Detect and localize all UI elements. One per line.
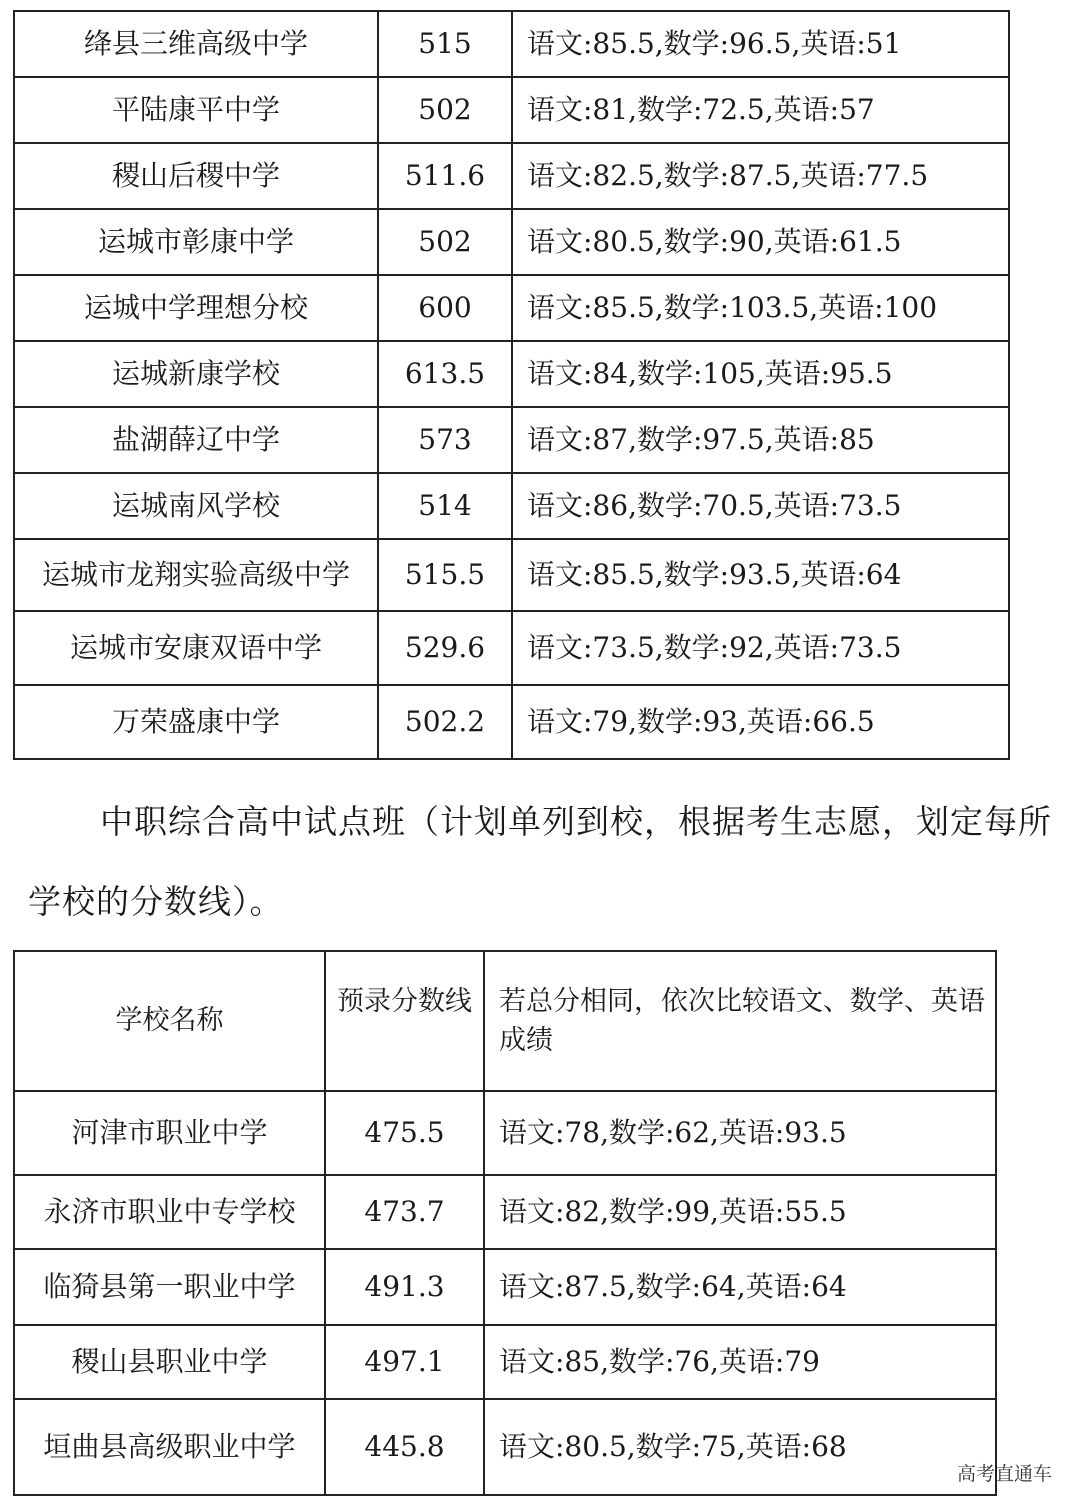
school-name: 临猗县第一职业中学 xyxy=(14,1249,325,1325)
table-row xyxy=(14,1249,996,1325)
tiebreak-scores: 语文:81,数学:72.5,英语:57 xyxy=(512,77,1009,143)
watermark-label: 高考直通车 xyxy=(956,1463,1052,1485)
school-name: 平陆康平中学 xyxy=(14,77,378,143)
cutoff-score: 514 xyxy=(378,473,512,539)
school-name: 垣曲县高级职业中学 xyxy=(14,1399,325,1495)
table-row xyxy=(14,77,1009,143)
table-row xyxy=(14,1175,996,1249)
table-row xyxy=(14,407,1009,473)
cutoff-score: 511.6 xyxy=(378,143,512,209)
cutoff-score: 515 xyxy=(378,11,512,77)
cutoff-score: 502 xyxy=(378,209,512,275)
tiebreak-scores: 语文:79,数学:93,英语:66.5 xyxy=(512,685,1009,759)
cutoff-score: 475.5 xyxy=(325,1091,484,1175)
table-row xyxy=(14,1325,996,1399)
tiebreak-scores: 语文:85,数学:76,英语:79 xyxy=(484,1325,996,1399)
tiebreak-scores: 语文:82.5,数学:87.5,英语:77.5 xyxy=(512,143,1009,209)
cutoff-score: 573 xyxy=(378,407,512,473)
header-tiebreak-rule: 若总分相同，依次比较语文、数学、英语成绩 xyxy=(484,951,996,1091)
school-name: 盐湖薛辽中学 xyxy=(14,407,378,473)
cutoff-score: 515.5 xyxy=(378,539,512,611)
cutoff-score: 491.3 xyxy=(325,1249,484,1325)
tiebreak-scores: 语文:84,数学:105,英语:95.5 xyxy=(512,341,1009,407)
tiebreak-scores: 语文:82,数学:99,英语:55.5 xyxy=(484,1175,996,1249)
section-paragraph: 中职综合高中试点班（计划单列到校，根据考生志愿，划定每所学校的分数线）。 xyxy=(28,802,1052,921)
cutoff-score: 445.8 xyxy=(325,1399,484,1495)
school-name: 运城市安康双语中学 xyxy=(14,611,378,685)
table-row xyxy=(14,611,1009,685)
school-name: 运城南风学校 xyxy=(14,473,378,539)
table-row xyxy=(14,1399,996,1495)
school-name: 稷山县职业中学 xyxy=(14,1325,325,1399)
tiebreak-scores: 语文:85.5,数学:93.5,英语:64 xyxy=(512,539,1009,611)
table-row xyxy=(14,473,1009,539)
table-row xyxy=(14,275,1009,341)
school-name: 河津市职业中学 xyxy=(14,1091,325,1175)
cutoff-score: 600 xyxy=(378,275,512,341)
header-school-name: 学校名称 xyxy=(14,951,325,1091)
tiebreak-scores: 语文:80.5,数学:90,英语:61.5 xyxy=(512,209,1009,275)
table-row xyxy=(14,11,1009,77)
score-table-vocational-schools xyxy=(13,950,997,1496)
tiebreak-scores: 语文:80.5,数学:75,英语:68 xyxy=(484,1399,996,1495)
tiebreak-scores: 语文:86,数学:70.5,英语:73.5 xyxy=(512,473,1009,539)
school-name: 运城市彰康中学 xyxy=(14,209,378,275)
tiebreak-scores: 语文:87,数学:97.5,英语:85 xyxy=(512,407,1009,473)
cutoff-score: 502 xyxy=(378,77,512,143)
school-name: 运城中学理想分校 xyxy=(14,275,378,341)
table-header-row xyxy=(14,951,996,1091)
score-table-high-schools xyxy=(13,10,1010,760)
table-row xyxy=(14,1091,996,1175)
header-cutoff-score: 预录分数线 xyxy=(325,951,484,1091)
cutoff-score: 502.2 xyxy=(378,685,512,759)
tiebreak-scores: 语文:87.5,数学:64,英语:64 xyxy=(484,1249,996,1325)
table-row xyxy=(14,341,1009,407)
tiebreak-scores: 语文:73.5,数学:92,英语:73.5 xyxy=(512,611,1009,685)
school-name: 运城市龙翔实验高级中学 xyxy=(14,539,378,611)
school-name: 绛县三维高级中学 xyxy=(14,11,378,77)
school-name: 永济市职业中专学校 xyxy=(14,1175,325,1249)
cutoff-score: 473.7 xyxy=(325,1175,484,1249)
table-row xyxy=(14,539,1009,611)
tiebreak-scores: 语文:85.5,数学:103.5,英语:100 xyxy=(512,275,1009,341)
school-name: 运城新康学校 xyxy=(14,341,378,407)
tiebreak-scores: 语文:85.5,数学:96.5,英语:51 xyxy=(512,11,1009,77)
school-name: 万荣盛康中学 xyxy=(14,685,378,759)
cutoff-score: 613.5 xyxy=(378,341,512,407)
cutoff-score: 529.6 xyxy=(378,611,512,685)
table-row xyxy=(14,209,1009,275)
cutoff-score: 497.1 xyxy=(325,1325,484,1399)
tiebreak-scores: 语文:78,数学:62,英语:93.5 xyxy=(484,1091,996,1175)
table-row xyxy=(14,685,1009,759)
school-name: 稷山后稷中学 xyxy=(14,143,378,209)
table-row xyxy=(14,143,1009,209)
